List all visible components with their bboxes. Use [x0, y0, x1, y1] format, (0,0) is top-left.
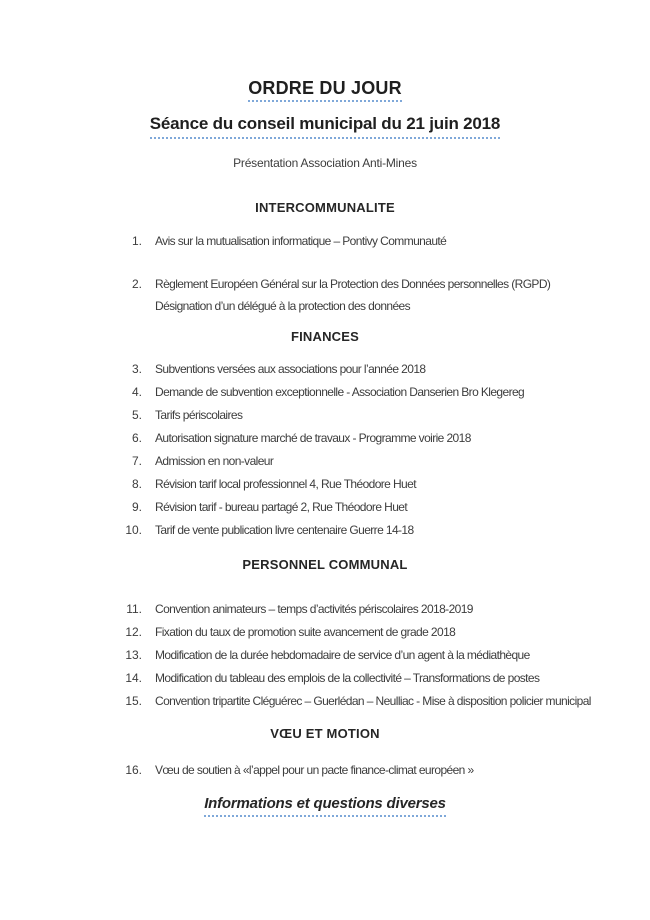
agenda-item-3	[112, 358, 650, 380]
item-text: Modification du tableau des emplois de la collectivité – Transformations de postes	[155, 671, 540, 685]
item-number: 2.	[131, 277, 142, 291]
section-heading: INTERCOMMUNALITE	[255, 200, 395, 215]
section-finances	[0, 330, 650, 541]
item-number: 7.	[131, 454, 142, 468]
item-number: 3.	[131, 362, 142, 376]
footer-title	[0, 795, 650, 817]
section-intercommunalite	[0, 201, 650, 317]
item-text: Tarifs périscolaires	[155, 408, 243, 422]
item-text: Convention tripartite Cléguérec – Guerlédan – Neulliac - Mise à disposition policier municipal	[155, 694, 591, 708]
item-text: Tarif de vente publication livre centenaire Guerre 14-18	[155, 523, 414, 537]
item-text: Avis sur la mutualisation informatique – Pontivy Communauté	[155, 234, 447, 248]
item-number: 13.	[125, 648, 142, 662]
section-heading: FINANCES	[290, 329, 360, 344]
section-items	[0, 759, 650, 781]
agenda-item-4	[112, 381, 650, 403]
agenda-item-7	[112, 450, 650, 472]
section-personnel-communal	[0, 558, 650, 712]
agenda-item-14	[112, 667, 650, 689]
item-number: 1.	[131, 234, 142, 248]
section-heading: VŒU ET MOTION	[270, 726, 380, 741]
item-number: 11.	[126, 602, 142, 616]
item-text: Fixation du taux de promotion suite avancement de grade 2018	[155, 625, 456, 639]
item-text: Subventions versées aux associations pour l’année 2018	[155, 362, 426, 376]
item-text: Modification de la durée hebdomadaire de service d’un agent à la médiathèque	[155, 648, 530, 662]
agenda-item-8	[112, 473, 650, 495]
agenda-item-6	[112, 427, 650, 449]
item-text: Autorisation signature marché de travaux - Programme voirie 2018	[155, 431, 471, 445]
item-number: 6.	[131, 431, 142, 445]
presentation-line: Présentation Association Anti-Mines	[233, 156, 417, 170]
agenda-item-1	[112, 230, 650, 252]
section-heading: PERSONNEL COMMUNAL	[242, 557, 408, 572]
item-number: 16.	[125, 763, 142, 777]
agenda-item-2	[112, 273, 650, 317]
page-title-text: ORDRE DU JOUR	[248, 78, 402, 102]
page-title	[0, 78, 650, 102]
item-number: 14.	[125, 671, 142, 685]
agenda-item-16	[112, 759, 650, 781]
section-items	[0, 230, 650, 317]
item-number: 10.	[125, 523, 142, 537]
agenda-item-13	[112, 644, 650, 666]
item-number: 9.	[131, 500, 142, 514]
section-items	[0, 358, 650, 541]
footer-title-text: Informations et questions diverses	[204, 795, 446, 817]
agenda-item-5	[112, 404, 650, 426]
item-text: Révision tarif - bureau partagé 2, Rue Théodore Huet	[155, 500, 408, 514]
item-number: 5.	[131, 408, 142, 422]
agenda-item-9	[112, 496, 650, 518]
item-number: 12.	[125, 625, 142, 639]
item-text-line-1: Règlement Européen Général sur la Protection des Données personnelles (RGPD)	[155, 277, 551, 291]
item-text: Convention animateurs – temps d’activités périscolaires 2018-2019	[155, 602, 473, 616]
page-subtitle-text: Séance du conseil municipal du 21 juin 2018	[150, 113, 500, 139]
agenda-item-10	[112, 519, 650, 541]
agenda-item-12	[112, 621, 650, 643]
agenda-item-11	[112, 598, 650, 620]
item-number: 4.	[131, 385, 142, 399]
item-text	[155, 273, 550, 317]
section-items	[0, 598, 650, 712]
item-number: 8.	[131, 477, 142, 491]
item-text: Vœu de soutien à «l’appel pour un pacte finance-climat européen »	[155, 763, 474, 777]
item-text: Admission en non-valeur	[155, 454, 274, 468]
item-text-line-2: Désignation d’un délégué à la protection des données	[155, 299, 411, 313]
page-subtitle	[0, 113, 650, 139]
section-voeu-et-motion	[0, 727, 650, 781]
item-number: 15.	[125, 694, 142, 708]
item-text: Révision tarif local professionnel 4, Rue Théodore Huet	[155, 477, 416, 491]
agenda-item-15	[112, 690, 650, 712]
item-text: Demande de subvention exceptionnelle - Association Danserien Bro Klegereg	[155, 385, 525, 399]
